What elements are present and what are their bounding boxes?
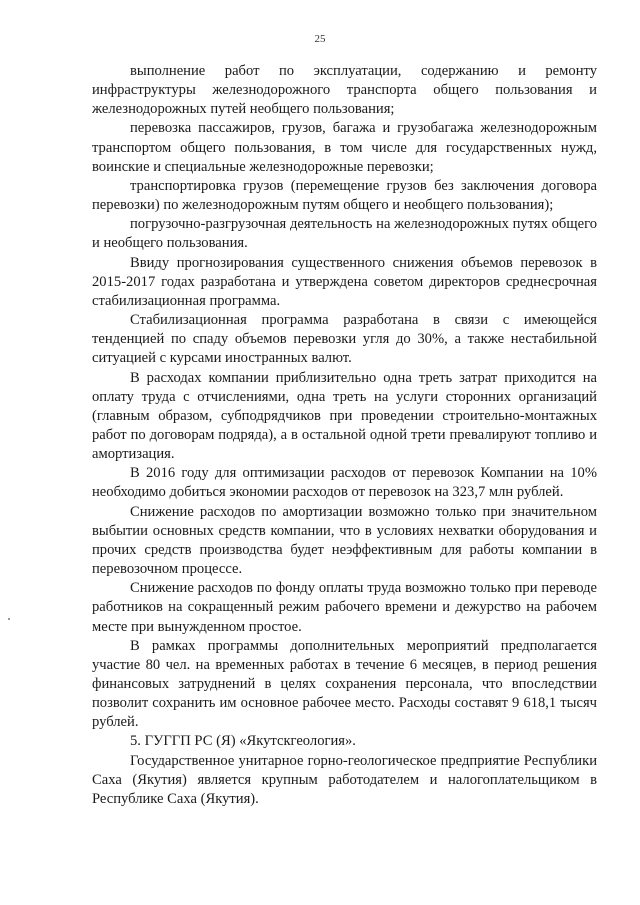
paragraph-rail-infrastructure: выполнение работ по эксплуатации, содержанию и ремонту инфраструктуры железнодорожного транспорта общего пользования и железнодорожных путей необщего пользования; [92,63,597,118]
paragraph-stabilization-program: Ввиду прогнозирования существенного снижения объемов перевозок в 2015-2017 годах разработана и утверждена советом директоров среднесрочная стабилизационная программа. [92,254,597,309]
document-body [92,62,597,809]
paragraph-coal-decline: Стабилизационная программа разработана в связи с имеющейся тенденцией по спаду объемов перевозки угля до 30%, а также нестабильной ситуацией с курсами иностранных валют. [92,312,597,367]
paragraph-loading-unloading: погрузочно-разгрузочная деятельность на железнодорожных путях общего и необщего пользования. [92,216,597,252]
paragraph-expense-structure: В расходах компании приблизительно одна треть затрат приходится на оплату труда с отчислениями, одна треть на услуги сторонних организаций (главным образом, субподрядчиков при проведении строительно-монтажных работ по договорам подряда), а в остальной одной трети превалируют топливо и амортизация. [92,369,597,463]
section-heading-yakutskgeologia: 5. ГУГГП РС (Я) «Якутскгеология». [130,733,356,750]
page-number: 25 [314,33,326,45]
paragraph-depreciation: Снижение расходов по амортизации возможно только при значительном выбытии основных средств компании, что в условиях нехватки оборудования и прочих средств производства будет неэффективным для работы компании в перевозочном процессе. [92,503,597,578]
paragraph-payroll: Снижение расходов по фонду оплаты труда возможно только при переводе работников на сокращенный режим рабочего времени и дежурство на рабочем месте при вынужденном простое. [92,580,597,635]
paragraph-passenger-cargo: перевозка пассажиров, грузов, багажа и грузобагажа железнодорожным транспортом общего пользования, в том числе для государственных нужд, воинские и специальные железнодорожные перевозки; [92,120,597,175]
paragraph-2016-optimization: В 2016 году для оптимизации расходов от перевозок Компании на 10% необходимо добиться экономии расходов от перевозок на 323,7 млн рублей. [92,465,597,501]
margin-speck [8,618,10,620]
paragraph-additional-measures: В рамках программы дополнительных мероприятий предполагается участие 80 чел. на временных работах в течение 6 месяцев, в период решения финансовых затруднений в целях сохранения персонала, что впоследствии позволит сохранить им основное рабочее место. Расходы составят 9 618,1 тысяч рублей. [92,637,597,731]
paragraph-cargo-transport: транспортировка грузов (перемещение грузов без заключения договора перевозки) по железнодорожным путям общего и необщего пользования); [92,177,597,214]
paragraph-enterprise-description: Государственное унитарное горно-геологическое предприятие Республики Саха (Якутия) является крупным работодателем и налогоплательщиком в Республике Саха (Якутия). [92,752,597,807]
